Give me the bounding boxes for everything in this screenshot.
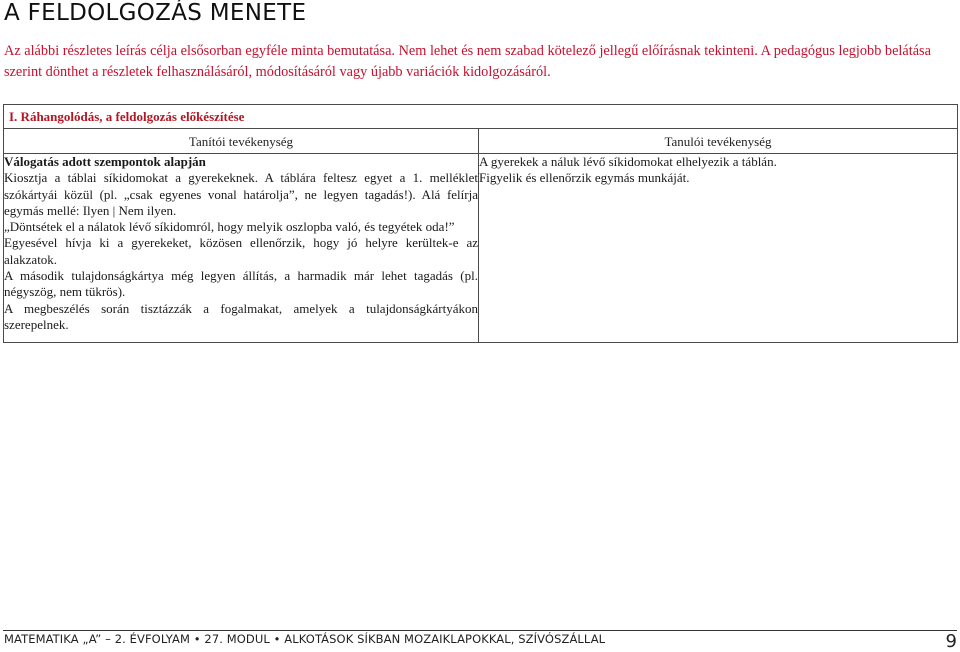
intro-paragraph: Az alábbi részletes leírás célja elsősorban egyféle minta bemutatása. Nem lehet és nem szabad kötelező jellegű előírásnak tekinteni. A pedagógus legjobb belátása szerint dönthet a részletek felhasználásáról, módosításáról vagy újabb variációk kidolgozásáról. [4, 43, 931, 80]
teacher-activity-line: Egyesével hívja ki a gyerekeket, közösen ellenőrzik, hogy jó helyre kerültek-e az alakzatok. [4, 235, 478, 267]
student-activity-line: A gyerekek a náluk lévő síkidomokat elhelyezik a táblán. [479, 154, 777, 169]
teacher-activity-line: A második tulajdonságkártya még legyen állítás, a harmadik már lehet tagadás (pl. négyszög, nem tükrös). [4, 268, 478, 300]
page-number: 9 [945, 631, 957, 652]
student-activity-line: Figyelik és ellenőrzik egymás munkáját. [479, 170, 690, 186]
footer-running-title: MATEMATIKA „A” – 2. ÉVFOLYAM • 27. MODUL • ALKOTÁSOK SÍKBAN MOZAIKLAPOKKAL, SZÍVÓSZÁLLAL [4, 632, 606, 646]
activity-row [4, 154, 958, 343]
teacher-column-header: Tanítói tevékenység [4, 129, 479, 154]
teacher-activity-heading: Válogatás adott szempontok alapján [4, 154, 206, 169]
activity-table [3, 104, 958, 343]
section-row [4, 105, 958, 129]
student-activity-cell [479, 154, 958, 343]
teacher-activity-line: „Döntsétek el a nálatok lévő síkidomról, hogy melyik oszlopba való, és tegyétek oda!” [4, 219, 455, 235]
teacher-activity-line: A megbeszélés során tisztázzák a fogalmakat, amelyek a tulajdonságkártyákon szerepelnek. [4, 300, 478, 332]
footer-divider [3, 630, 957, 631]
section-title: I. Ráhangolódás, a feldolgozás előkészítése [4, 105, 958, 129]
column-header-row [4, 129, 958, 154]
student-column-header: Tanulói tevékenység [479, 129, 958, 154]
teacher-activity-line: Kiosztja a táblai síkidomokat a gyerekeknek. A táblára feltesz egyet a 1. melléklet szókártyái közül (pl. „csak egyenes vonal határolja”, ne legyen tagadás!). Alá felírja egymás mellé: Ilyen | Nem ilyen. [4, 170, 478, 218]
teacher-activity-cell [4, 154, 479, 343]
page-title: A FELDOLGOZÁS MENETE [4, 0, 307, 26]
